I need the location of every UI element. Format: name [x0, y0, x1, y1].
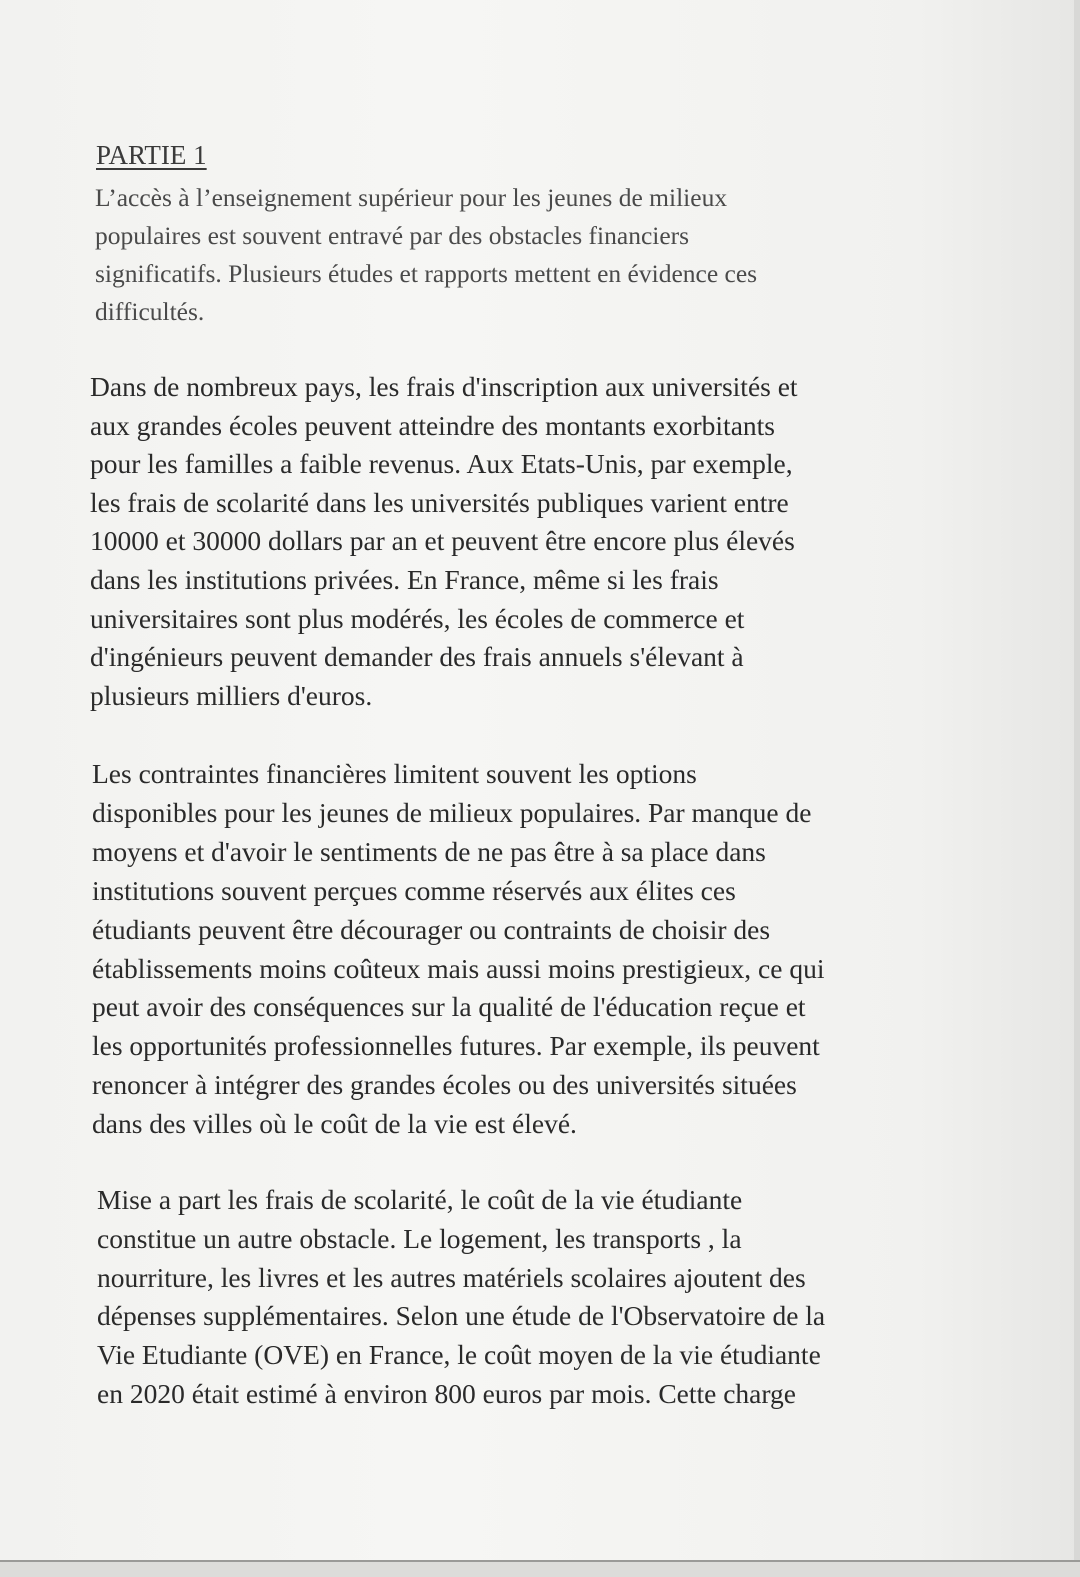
- text-line: populaires est souvent entravé par des obstacles financiers: [95, 221, 690, 250]
- text-line: difficultés.: [95, 297, 205, 326]
- text-line: établissements moins coûteux mais aussi moins prestigieux, ce qui: [92, 952, 825, 984]
- text-line: Les contraintes financières limitent souvent les options: [92, 758, 697, 789]
- text-line: peut avoir des conséquences sur la qualité de l'éducation reçue et: [92, 991, 806, 1023]
- text-line: L’accès à l’enseignement supérieur pour les jeunes de milieux: [95, 183, 728, 212]
- text-line: en 2020 était estimé à environ 800 euros par mois. Cette charge: [97, 1377, 797, 1409]
- text-line: nourriture, les livres et les autres matériels scolaires ajoutent des: [97, 1261, 806, 1293]
- text-line: pour les familles a faible revenus. Aux Etats-Unis, par exemple,: [90, 448, 793, 480]
- text-line: significatifs. Plusieurs études et rapports mettent en évidence ces: [95, 259, 758, 288]
- paragraph-tuition-fees: [90, 368, 798, 715]
- text-line: renoncer à intégrer des grandes écoles ou des universités situées: [92, 1069, 797, 1101]
- text-line: Mise a part les frais de scolarité, le coût de la vie étudiante: [97, 1184, 743, 1215]
- text-line: Dans de nombreux pays, les frais d'inscription aux universités et: [90, 371, 798, 402]
- text-line: 10000 et 30000 dollars par an et peuvent être encore plus élevés: [90, 525, 795, 557]
- text-line: moyens et d'avoir le sentiments de ne pas être à sa place dans: [92, 835, 766, 867]
- text-line: universitaires sont plus modérés, les écoles de commerce et: [90, 602, 745, 634]
- text-line: constitue un autre obstacle. Le logement, les transports , la: [97, 1222, 742, 1254]
- paragraph-financial-constraints: [92, 755, 824, 1144]
- section-heading: PARTIE 1: [96, 140, 207, 170]
- text-line: dans les institutions privées. En France, même si les frais: [90, 563, 719, 595]
- page-bottom-edge: [0, 1560, 1080, 1577]
- text-line: étudiants peuvent être décourager ou contraints de choisir des: [92, 913, 771, 945]
- text-line: institutions souvent perçues comme réservés aux élites ces: [92, 874, 736, 906]
- text-line: d'ingénieurs peuvent demander des frais annuels s'élevant à: [90, 641, 744, 673]
- text-line: plusieurs milliers d'euros.: [90, 679, 373, 711]
- text-line: les frais de scolarité dans les universités publiques varient entre: [90, 486, 789, 518]
- text-line: dans des villes où le coût de la vie est élevé.: [92, 1108, 577, 1140]
- paragraph-cost-of-living: [97, 1181, 825, 1414]
- page-edge: [1074, 0, 1080, 1575]
- paragraph-intro: [95, 179, 757, 331]
- text-line: les opportunités professionnelles futures. Par exemple, ils peuvent: [92, 1030, 820, 1062]
- text-line: disponibles pour les jeunes de milieux populaires. Par manque de: [92, 796, 812, 828]
- text-line: aux grandes écoles peuvent atteindre des montants exorbitants: [90, 409, 775, 441]
- text-line: Vie Etudiante (OVE) en France, le coût moyen de la vie étudiante: [97, 1339, 821, 1371]
- text-line: dépenses supplémentaires. Selon une étude de l'Observatoire de la: [97, 1300, 826, 1332]
